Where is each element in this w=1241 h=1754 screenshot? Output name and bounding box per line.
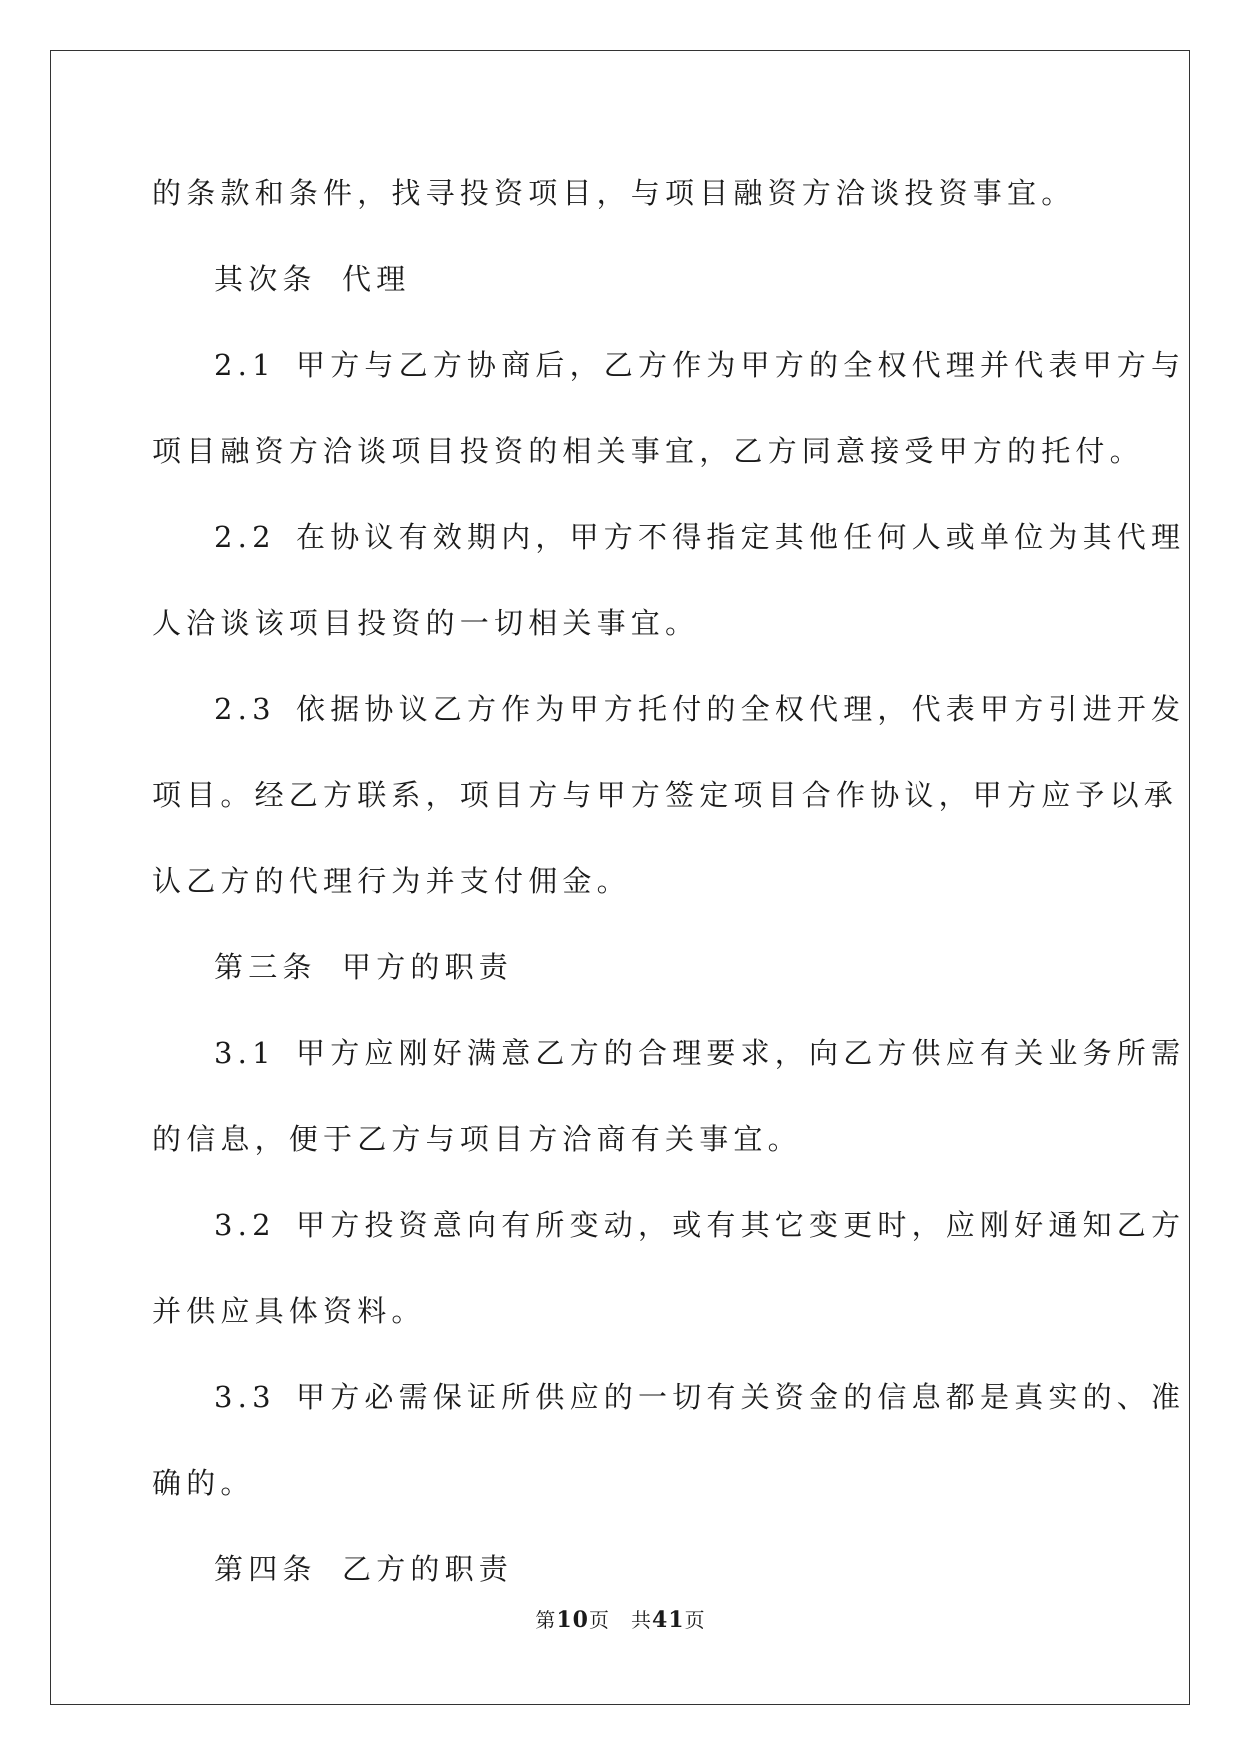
clause-number: 3.1 — [214, 1036, 276, 1070]
line-text: 依据协议乙方作为甲方托付的全权代理，代表甲方引进开发 — [296, 692, 1186, 726]
paragraph-line — [152, 580, 1082, 666]
article-number: 其次条 — [214, 262, 317, 296]
page-footer — [0, 1604, 1241, 1633]
article-heading — [152, 236, 1082, 322]
paragraph-line — [152, 1096, 1082, 1182]
line-text: 项目。经乙方联系，项目方与甲方签定项目合作协议，甲方应予以承 — [152, 778, 1179, 812]
footer-mid: 页 共 — [589, 1608, 652, 1632]
current-page-number: 10 — [556, 1607, 589, 1633]
clause-line — [152, 1354, 1186, 1440]
article-title: 乙方的职责 — [342, 1552, 514, 1586]
total-page-number: 41 — [652, 1607, 685, 1633]
paragraph-line — [152, 1440, 1082, 1526]
article-heading — [152, 1526, 1082, 1612]
clause-line — [152, 1010, 1186, 1096]
line-text: 的信息，便于乙方与项目方洽商有关事宜。 — [152, 1122, 802, 1156]
clause-number: 3.2 — [214, 1208, 276, 1242]
clause-number: 2.2 — [214, 520, 276, 554]
article-number: 第三条 — [214, 950, 317, 984]
clause-line — [152, 1182, 1186, 1268]
line-text: 项目融资方洽谈项目投资的相关事宜，乙方同意接受甲方的托付。 — [152, 434, 1144, 468]
clause-line — [152, 322, 1186, 408]
article-number: 第四条 — [214, 1552, 317, 1586]
line-text: 甲方必需保证所供应的一切有关资金的信息都是真实的、准 — [296, 1380, 1186, 1414]
clause-line — [152, 494, 1186, 580]
line-text: 确的。 — [152, 1466, 255, 1500]
footer-suffix: 页 — [684, 1608, 706, 1632]
paragraph-line — [152, 838, 1082, 924]
article-title: 甲方的职责 — [342, 950, 514, 984]
line-text: 并供应具体资料。 — [152, 1294, 426, 1328]
clause-number: 2.3 — [214, 692, 276, 726]
document-body — [152, 150, 1186, 1612]
paragraph-line — [152, 1268, 1082, 1354]
article-title: 代理 — [342, 262, 411, 296]
clause-number: 2.1 — [214, 348, 276, 382]
clause-number: 3.3 — [214, 1380, 276, 1414]
line-text: 的条款和条件，找寻投资项目，与项目融资方洽谈投资事宜。 — [152, 176, 1076, 210]
paragraph-line — [152, 408, 1144, 494]
line-text: 人洽谈该项目投资的一切相关事宜。 — [152, 606, 700, 640]
paragraph-line — [152, 752, 1179, 838]
paragraph-line — [152, 150, 1082, 236]
article-heading — [152, 924, 1082, 1010]
line-text: 认乙方的代理行为并支付佣金。 — [152, 864, 631, 898]
line-text: 甲方与乙方协商后，乙方作为甲方的全权代理并代表甲方与 — [296, 348, 1186, 382]
line-text: 在协议有效期内，甲方不得指定其他任何人或单位为其代理 — [296, 520, 1186, 554]
line-text: 甲方应刚好满意乙方的合理要求，向乙方供应有关业务所需 — [296, 1036, 1186, 1070]
clause-line — [152, 666, 1186, 752]
footer-prefix: 第 — [535, 1608, 557, 1632]
line-text: 甲方投资意向有所变动，或有其它变更时，应刚好通知乙方 — [296, 1208, 1186, 1242]
